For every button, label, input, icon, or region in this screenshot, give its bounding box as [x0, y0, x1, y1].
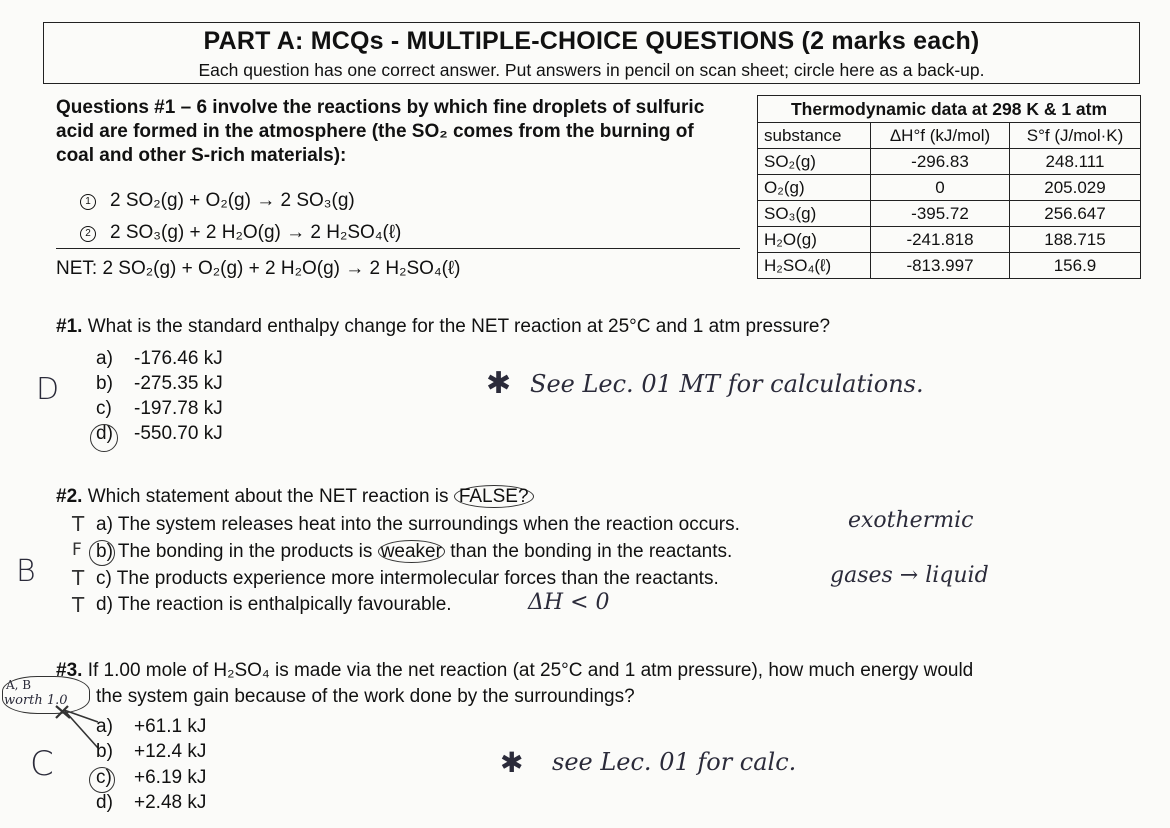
- option-label: a): [96, 716, 113, 737]
- table-cell: 205.029: [1010, 175, 1141, 201]
- q3-option-a[interactable]: [96, 716, 206, 738]
- table-cell: -395.72: [871, 201, 1010, 227]
- table-row: [758, 253, 1141, 279]
- table-header: substance: [758, 123, 871, 149]
- q1-note: See Lec. 01 MT for calculations.: [530, 370, 924, 398]
- option-value: +2.48 kJ: [134, 792, 207, 813]
- q2-option-a[interactable]: [96, 514, 740, 536]
- question-3-number: #3.: [56, 660, 83, 681]
- table-cell: 248.111: [1010, 149, 1141, 175]
- instructions: Each question has one correct answer. Put answers in pencil on scan sheet; circle here as a back-up.: [198, 60, 985, 80]
- answer-circle: [90, 424, 118, 452]
- q3-note-star: ✱: [500, 746, 524, 779]
- question-2-number: #2.: [56, 486, 83, 507]
- option-value: +61.1 kJ: [134, 716, 207, 737]
- table-cell: H₂O(g): [758, 227, 871, 253]
- option-value: +12.4 kJ: [134, 741, 207, 762]
- reaction-2-equation: 2 SO₃(g) + 2 H₂O(g) → 2 H₂SO₄(ℓ): [110, 222, 402, 243]
- question-2: [56, 486, 534, 508]
- reaction-1-number: 1: [80, 194, 96, 210]
- table-cell: 0: [871, 175, 1010, 201]
- reaction-1: [80, 190, 355, 212]
- option-label: d): [96, 792, 113, 813]
- q3-option-b[interactable]: [96, 741, 206, 763]
- q3-answer-letter: C: [30, 744, 54, 784]
- table-cell: SO₃(g): [758, 201, 871, 227]
- q1-option-b[interactable]: [96, 373, 223, 395]
- option-label: c): [96, 568, 112, 589]
- table-row: [758, 227, 1141, 253]
- table-cell: -813.997: [871, 253, 1010, 279]
- table-header-row: [758, 123, 1141, 149]
- q2-option-b[interactable]: [96, 541, 732, 563]
- q2-tf-mark: F: [72, 540, 82, 560]
- table-cell: -296.83: [871, 149, 1010, 175]
- q2-circled-word: FALSE?: [454, 485, 534, 508]
- q3-side-note-1: A, B: [6, 678, 32, 692]
- option-value: -197.78 kJ: [134, 398, 223, 419]
- q1-option-a[interactable]: [96, 348, 223, 370]
- option-label: b): [96, 741, 113, 762]
- q2-tf-mark: T: [72, 593, 85, 617]
- intro-paragraph: Questions #1 – 6 involve the reactions by which fine droplets of sulfuric acid are formed in the atmosphere (the SO₂ comes from the burning of coal and other S-rich materials):: [56, 97, 705, 166]
- option-label: d): [96, 594, 113, 615]
- table-title: Thermodynamic data at 298 K & 1 atm: [758, 96, 1141, 123]
- q2-option-d[interactable]: [96, 594, 452, 616]
- option-text: The bonding in the products is: [117, 541, 373, 562]
- table-cell: O₂(g): [758, 175, 871, 201]
- table-header: S°f (J/mol·K): [1010, 123, 1141, 149]
- q3-option-d[interactable]: [96, 792, 206, 814]
- reaction-2-number: 2: [80, 226, 96, 242]
- option-text: The products experience more intermolecular forces than the reactants.: [116, 568, 719, 589]
- question-1-number: #1.: [56, 316, 83, 337]
- net-reaction: NET: 2 SO₂(g) + O₂(g) + 2 H₂O(g) → 2 H₂SO₄(ℓ): [56, 258, 461, 279]
- table-row: [758, 201, 1141, 227]
- q2-tf-mark: T: [72, 566, 85, 590]
- q2-note-d: ΔH < 0: [528, 590, 610, 615]
- q3-side-note-2: worth 1.0: [4, 693, 68, 708]
- option-label: c): [96, 767, 112, 788]
- option-text: The system releases heat into the surroundings when the reaction occurs.: [117, 514, 740, 535]
- q1-option-c[interactable]: [96, 398, 223, 420]
- option-label: c): [96, 398, 112, 419]
- table-cell: SO₂(g): [758, 149, 871, 175]
- q1-answer-letter: D: [36, 372, 60, 407]
- table-cell: 256.647: [1010, 201, 1141, 227]
- option-value: -176.46 kJ: [134, 348, 223, 369]
- table-header: ΔH°f (kJ/mol): [871, 123, 1010, 149]
- table-row: [758, 149, 1141, 175]
- table-cell: H₂SO₄(ℓ): [758, 253, 871, 279]
- table-cell: 156.9: [1010, 253, 1141, 279]
- table-cell: 188.715: [1010, 227, 1141, 253]
- option-text: than the bonding in the reactants.: [450, 541, 733, 562]
- q2-note-a: exothermic: [848, 508, 974, 533]
- option-value: -550.70 kJ: [134, 423, 223, 444]
- option-text: The reaction is enthalpically favourable.: [117, 594, 452, 615]
- option-value: +6.19 kJ: [134, 767, 207, 788]
- answer-circle: [89, 540, 115, 566]
- question-1: [56, 316, 830, 338]
- question-3-text: If 1.00 mole of H₂SO₄ is made via the net reaction (at 25°C and 1 atm pressure), how much energy would: [87, 660, 974, 681]
- table-cell: -241.818: [871, 227, 1010, 253]
- reaction-divider: [56, 248, 740, 249]
- option-value: -275.35 kJ: [134, 373, 223, 394]
- thermo-data-table: [757, 95, 1141, 279]
- page-title: PART A: MCQs - MULTIPLE-CHOICE QUESTIONS (2 marks each): [203, 27, 980, 55]
- option-label: b): [96, 373, 113, 394]
- table-row: [758, 175, 1141, 201]
- option-label: a): [96, 348, 113, 369]
- q2-note-c: gases → liquid: [830, 563, 989, 588]
- q2-option-c[interactable]: [96, 568, 719, 590]
- option-label: b): [96, 541, 113, 562]
- question-2-text: Which statement about the NET reaction is: [87, 486, 449, 507]
- question-3-line-2: the system gain because of the work done by the surroundings?: [96, 686, 635, 707]
- q3-note: see Lec. 01 for calc.: [552, 748, 797, 776]
- q2-answer-letter: B: [16, 554, 36, 589]
- option-label: d): [96, 423, 113, 444]
- q2-circled-word: weaker: [378, 540, 445, 563]
- q2-tf-mark: T: [72, 512, 85, 536]
- q1-note-star: ✱: [486, 366, 512, 401]
- question-1-text: What is the standard enthalpy change for the NET reaction at 25°C and 1 atm pressure?: [87, 316, 831, 337]
- reaction-1-equation: 2 SO₂(g) + O₂(g) → 2 SO₃(g): [110, 190, 355, 211]
- header-box: [43, 22, 1140, 84]
- question-3: [56, 660, 973, 682]
- reaction-2: [80, 222, 401, 244]
- answer-circle: [89, 767, 115, 793]
- option-label: a): [96, 514, 113, 535]
